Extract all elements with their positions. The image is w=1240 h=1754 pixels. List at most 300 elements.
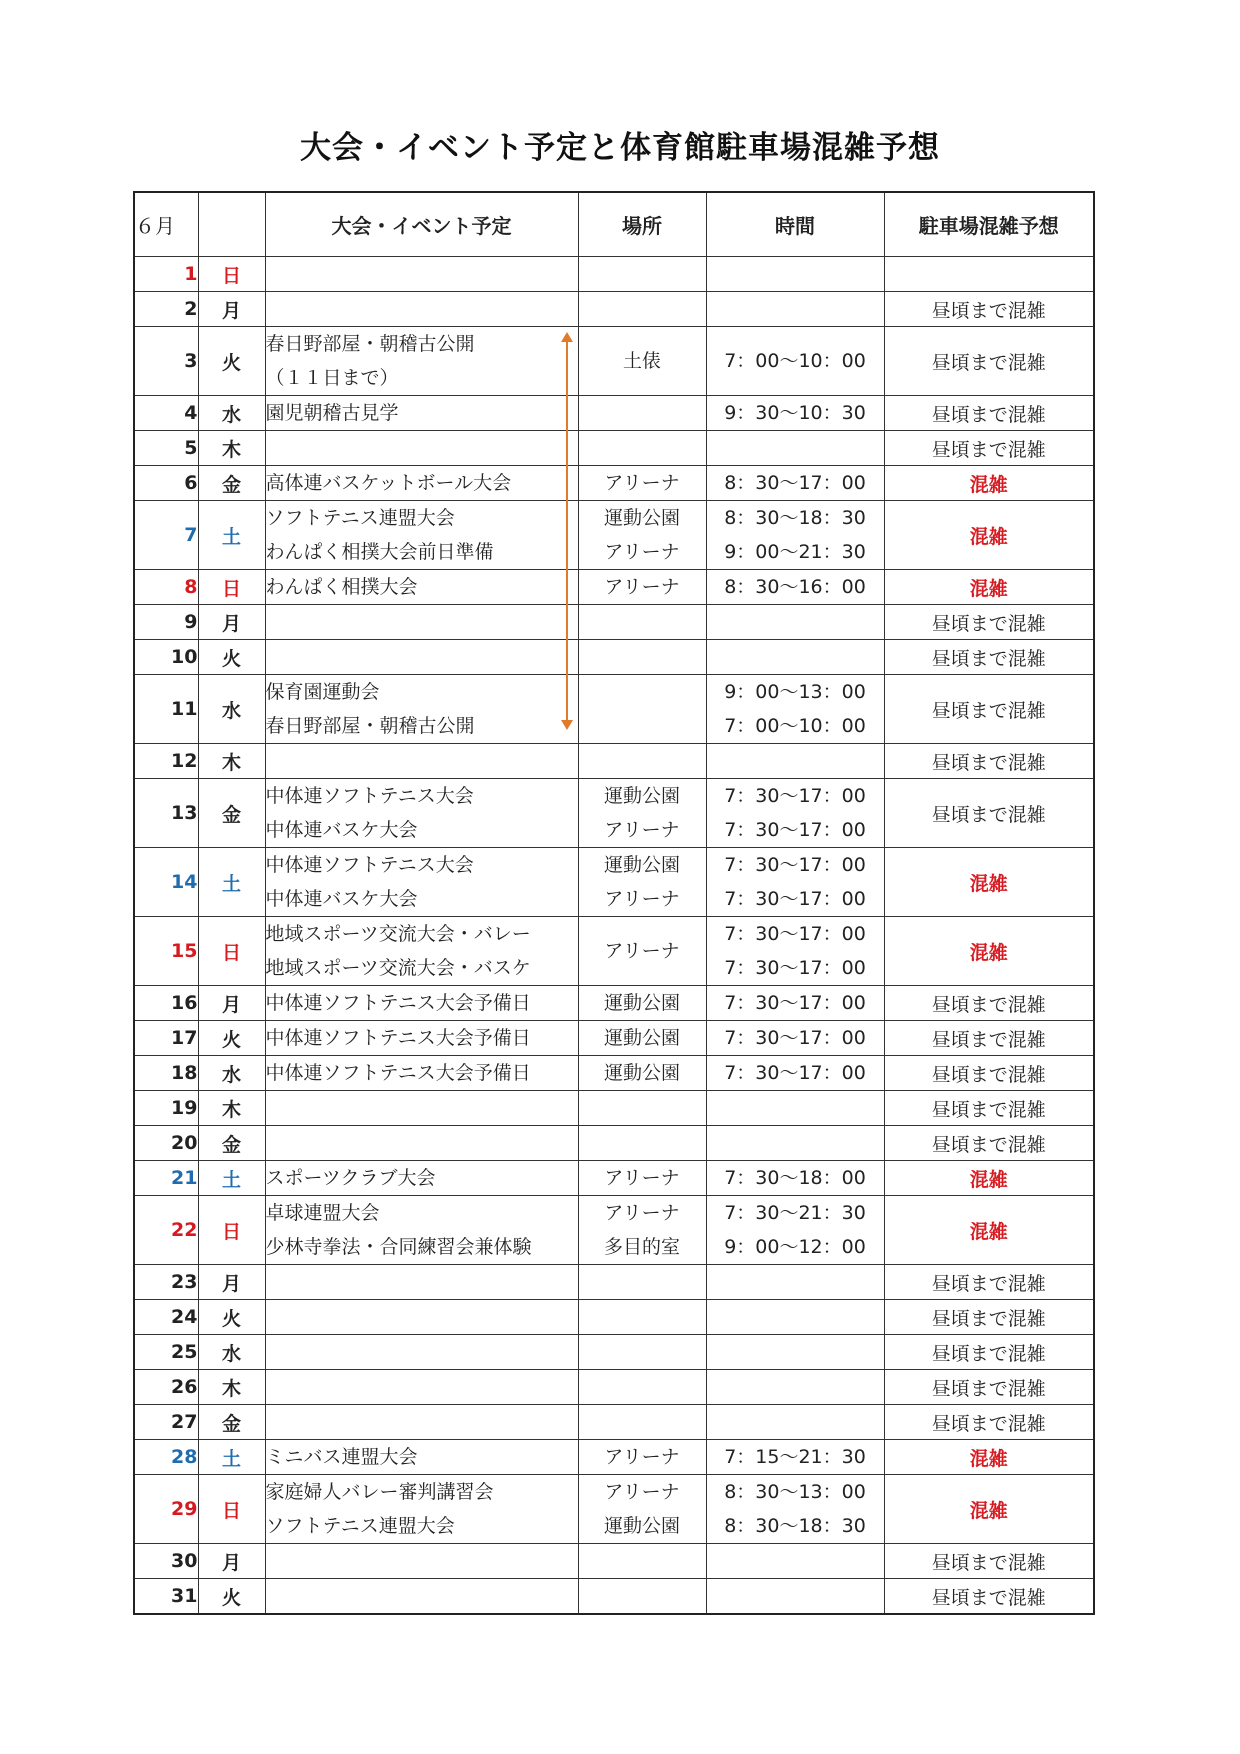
row-time-line xyxy=(707,1091,884,1125)
row-time-line xyxy=(707,1405,884,1439)
row-time xyxy=(706,1544,884,1579)
row-event xyxy=(265,1405,578,1440)
row-time xyxy=(706,257,884,292)
row-event-line xyxy=(266,1126,578,1160)
row-event-line: 園児朝稽古見学 xyxy=(265,402,399,424)
row-event-line xyxy=(266,1091,578,1125)
row-place-line: 多目的室 xyxy=(603,1236,680,1258)
row-time-line: 9：00～12：00 xyxy=(724,1236,866,1258)
header-event: 大会・イベント予定 xyxy=(265,192,578,257)
row-place-line: 運動公園 xyxy=(603,1515,680,1537)
row-event-line xyxy=(266,1335,578,1369)
row-event-line: 春日野部屋・朝稽古公開 xyxy=(265,715,475,737)
row-event xyxy=(265,1370,578,1405)
row-congestion: 昼頃まで混雑 xyxy=(884,640,1094,675)
row-event xyxy=(265,986,578,1021)
row-time-line: 7：30～17：00 xyxy=(724,992,866,1014)
row-weekday: 土 xyxy=(198,1440,265,1475)
row-time-line xyxy=(707,1126,884,1160)
schedule-row xyxy=(134,1196,1094,1265)
row-place-line: 運動公園 xyxy=(603,854,680,876)
row-place xyxy=(578,675,706,744)
row-congestion: 昼頃まで混雑 xyxy=(884,675,1094,744)
row-congestion: 昼頃まで混雑 xyxy=(884,1056,1094,1091)
row-event xyxy=(265,1544,578,1579)
schedule-row xyxy=(134,1056,1094,1091)
row-time xyxy=(706,1475,884,1544)
row-time xyxy=(706,986,884,1021)
row-day: 6 xyxy=(134,466,198,501)
row-day: 17 xyxy=(134,1021,198,1056)
row-time-line: 7：30～17：00 xyxy=(724,957,866,979)
row-time-line xyxy=(707,605,884,639)
duration-arrow-icon xyxy=(560,332,574,730)
row-day: 12 xyxy=(134,744,198,779)
row-weekday: 火 xyxy=(198,1021,265,1056)
row-weekday: 日 xyxy=(198,570,265,605)
row-weekday: 木 xyxy=(198,744,265,779)
row-place-line: アリーナ xyxy=(604,541,680,563)
row-congestion xyxy=(884,257,1094,292)
row-place-line xyxy=(579,1091,706,1125)
row-time-line: 7：00～10：00 xyxy=(724,715,866,737)
row-event-line xyxy=(266,744,578,778)
row-place-line xyxy=(579,744,706,778)
header-month: ６月 xyxy=(134,192,198,257)
schedule-row xyxy=(134,327,1094,396)
row-time-line: 7：30～17：00 xyxy=(724,1027,866,1049)
row-event-line: わんぱく相撲大会前日準備 xyxy=(265,541,494,563)
row-event xyxy=(265,1161,578,1196)
row-place xyxy=(578,1544,706,1579)
row-day: 3 xyxy=(134,327,198,396)
schedule-row xyxy=(134,744,1094,779)
row-congestion: 昼頃まで混雑 xyxy=(884,986,1094,1021)
row-weekday: 火 xyxy=(198,327,265,396)
row-congestion: 混雑 xyxy=(884,848,1094,917)
schedule-row xyxy=(134,396,1094,431)
row-place xyxy=(578,1579,706,1615)
row-event xyxy=(265,1091,578,1126)
row-event-line: ソフトテニス連盟大会 xyxy=(265,1515,455,1537)
row-time-line: 7：30～17：00 xyxy=(724,923,866,945)
row-place xyxy=(578,292,706,327)
row-place-line: アリーナ xyxy=(604,819,680,841)
schedule-row xyxy=(134,1091,1094,1126)
row-time xyxy=(706,1579,884,1615)
row-event-line xyxy=(266,1544,578,1578)
row-day: 19 xyxy=(134,1091,198,1126)
row-day: 31 xyxy=(134,1579,198,1615)
row-time-line: 7：30～17：00 xyxy=(724,854,866,876)
row-congestion: 混雑 xyxy=(884,917,1094,986)
row-time-line: 9：00～13：00 xyxy=(724,681,866,703)
schedule-row xyxy=(134,1126,1094,1161)
row-weekday: 土 xyxy=(198,501,265,570)
row-time-line xyxy=(707,1265,884,1299)
row-place xyxy=(578,431,706,466)
row-congestion: 昼頃まで混雑 xyxy=(884,292,1094,327)
row-day: 23 xyxy=(134,1265,198,1300)
schedule-row xyxy=(134,1265,1094,1300)
row-event xyxy=(265,848,578,917)
row-event xyxy=(265,396,578,431)
row-congestion: 混雑 xyxy=(884,1161,1094,1196)
row-event-line: 中体連バスケ大会 xyxy=(265,888,418,910)
row-day: 27 xyxy=(134,1405,198,1440)
row-time-line xyxy=(707,431,884,465)
row-time xyxy=(706,292,884,327)
row-time-line xyxy=(707,257,884,291)
header-weekday xyxy=(198,192,265,257)
row-place xyxy=(578,986,706,1021)
row-congestion: 昼頃まで混雑 xyxy=(884,1370,1094,1405)
row-day: 25 xyxy=(134,1335,198,1370)
row-event-line: 春日野部屋・朝稽古公開 xyxy=(265,333,475,355)
row-place-line: 土俵 xyxy=(622,350,661,372)
row-place xyxy=(578,1440,706,1475)
header-row xyxy=(134,192,1094,257)
schedule-row xyxy=(134,292,1094,327)
row-place-line: アリーナ xyxy=(604,1167,680,1189)
row-place-line xyxy=(579,1370,706,1404)
row-weekday: 水 xyxy=(198,1056,265,1091)
schedule-row xyxy=(134,1475,1094,1544)
row-weekday: 月 xyxy=(198,605,265,640)
row-event-line xyxy=(266,1405,578,1439)
row-congestion: 昼頃まで混雑 xyxy=(884,744,1094,779)
row-day: 14 xyxy=(134,848,198,917)
row-place xyxy=(578,1370,706,1405)
row-event-line: 中体連ソフトテニス大会予備日 xyxy=(265,1027,531,1049)
row-day: 7 xyxy=(134,501,198,570)
row-place-line xyxy=(579,1579,706,1613)
row-place xyxy=(578,396,706,431)
row-place-line: 運動公園 xyxy=(603,785,680,807)
schedule-row xyxy=(134,257,1094,292)
row-place xyxy=(578,1300,706,1335)
row-time xyxy=(706,1300,884,1335)
row-place-line: 運動公園 xyxy=(603,1027,680,1049)
row-place-line: 運動公園 xyxy=(603,1062,680,1084)
row-congestion: 昼頃まで混雑 xyxy=(884,396,1094,431)
row-time-line: 7：00～10：00 xyxy=(724,350,866,372)
row-place-line: アリーナ xyxy=(604,888,680,910)
row-congestion: 混雑 xyxy=(884,1196,1094,1265)
row-day: 30 xyxy=(134,1544,198,1579)
schedule-row xyxy=(134,675,1094,744)
row-time-line: 9：00～21：30 xyxy=(724,541,866,563)
row-place xyxy=(578,1405,706,1440)
header-time: 時間 xyxy=(706,192,884,257)
row-place-line: アリーナ xyxy=(604,1202,680,1224)
row-event-line: 少林寺拳法・合同練習会兼体験 xyxy=(265,1236,532,1258)
row-event xyxy=(265,292,578,327)
row-place-line: アリーナ xyxy=(604,1481,680,1503)
row-place xyxy=(578,1126,706,1161)
row-weekday: 日 xyxy=(198,917,265,986)
row-place xyxy=(578,466,706,501)
row-place xyxy=(578,570,706,605)
row-event xyxy=(265,1300,578,1335)
row-time xyxy=(706,675,884,744)
row-place xyxy=(578,257,706,292)
row-event xyxy=(265,327,578,396)
row-event xyxy=(265,779,578,848)
schedule-table xyxy=(133,191,1095,1615)
row-place xyxy=(578,1056,706,1091)
schedule-row xyxy=(134,779,1094,848)
row-day: 11 xyxy=(134,675,198,744)
row-time xyxy=(706,1335,884,1370)
row-event-line: ソフトテニス連盟大会 xyxy=(265,507,455,529)
row-weekday: 金 xyxy=(198,466,265,501)
row-weekday: 火 xyxy=(198,640,265,675)
row-time-line xyxy=(707,1335,884,1369)
page-title: 大会・イベント予定と体育館駐車場混雑予想 xyxy=(300,130,940,166)
row-event-line: ミニバス連盟大会 xyxy=(265,1446,418,1468)
row-congestion: 昼頃まで混雑 xyxy=(884,779,1094,848)
row-place xyxy=(578,1021,706,1056)
row-time-line xyxy=(707,1300,884,1334)
row-time xyxy=(706,917,884,986)
row-place-line: アリーナ xyxy=(604,472,680,494)
row-congestion: 昼頃まで混雑 xyxy=(884,1544,1094,1579)
row-place xyxy=(578,640,706,675)
row-weekday: 金 xyxy=(198,1126,265,1161)
row-place xyxy=(578,327,706,396)
header-place: 場所 xyxy=(578,192,706,257)
row-event xyxy=(265,675,578,744)
row-event xyxy=(265,1056,578,1091)
row-day: 21 xyxy=(134,1161,198,1196)
schedule-row xyxy=(134,917,1094,986)
header-congestion: 駐車場混雑予想 xyxy=(884,192,1094,257)
row-place-line: 運動公園 xyxy=(603,992,680,1014)
row-place xyxy=(578,1475,706,1544)
row-weekday: 水 xyxy=(198,396,265,431)
row-place-line xyxy=(579,605,706,639)
row-congestion: 昼頃まで混雑 xyxy=(884,605,1094,640)
row-event-line xyxy=(266,605,578,639)
row-weekday: 日 xyxy=(198,1196,265,1265)
row-time-line: 8：30～13：00 xyxy=(724,1481,866,1503)
row-day: 5 xyxy=(134,431,198,466)
row-event-line xyxy=(266,640,578,674)
row-time-line: 7：30～17：00 xyxy=(724,888,866,910)
row-time xyxy=(706,744,884,779)
row-place xyxy=(578,917,706,986)
schedule-row xyxy=(134,1440,1094,1475)
row-event xyxy=(265,431,578,466)
row-event xyxy=(265,640,578,675)
row-time xyxy=(706,1370,884,1405)
row-time xyxy=(706,779,884,848)
row-place-line xyxy=(579,1265,706,1299)
row-event xyxy=(265,1196,578,1265)
row-congestion: 昼頃まで混雑 xyxy=(884,1126,1094,1161)
row-time xyxy=(706,1056,884,1091)
row-event-line: スポーツクラブ大会 xyxy=(265,1167,436,1189)
schedule-row xyxy=(134,848,1094,917)
row-time-line: 7：30～17：00 xyxy=(724,819,866,841)
row-place-line xyxy=(579,1544,706,1578)
row-event xyxy=(265,501,578,570)
row-time-line: 7：30～18：00 xyxy=(724,1167,866,1189)
schedule-row xyxy=(134,1161,1094,1196)
row-day: 15 xyxy=(134,917,198,986)
row-event-line: 中体連ソフトテニス大会 xyxy=(265,854,474,876)
schedule-row xyxy=(134,1405,1094,1440)
row-weekday: 水 xyxy=(198,1335,265,1370)
row-event-line: 中体連バスケ大会 xyxy=(265,819,418,841)
schedule-body xyxy=(134,257,1094,1615)
row-event-line: 地域スポーツ交流大会・バレー xyxy=(265,923,531,945)
row-event xyxy=(265,1265,578,1300)
row-congestion: 昼頃まで混雑 xyxy=(884,1300,1094,1335)
row-time-line: 8：30～16：00 xyxy=(724,576,866,598)
row-event-line: （１１日まで） xyxy=(265,367,399,389)
row-congestion: 混雑 xyxy=(884,1440,1094,1475)
schedule-row xyxy=(134,466,1094,501)
row-time xyxy=(706,1161,884,1196)
row-event-line: 中体連ソフトテニス大会予備日 xyxy=(265,992,531,1014)
row-weekday: 木 xyxy=(198,431,265,466)
row-place-line: 運動公園 xyxy=(603,507,680,529)
row-day: 22 xyxy=(134,1196,198,1265)
row-day: 8 xyxy=(134,570,198,605)
row-day: 13 xyxy=(134,779,198,848)
schedule-row xyxy=(134,1544,1094,1579)
row-day: 1 xyxy=(134,257,198,292)
schedule-row xyxy=(134,570,1094,605)
row-event xyxy=(265,917,578,986)
row-event xyxy=(265,257,578,292)
row-time-line xyxy=(707,744,884,778)
row-day: 18 xyxy=(134,1056,198,1091)
row-event-line xyxy=(266,431,578,465)
row-day: 2 xyxy=(134,292,198,327)
row-time-line xyxy=(707,1370,884,1404)
row-event xyxy=(265,570,578,605)
row-time-line xyxy=(707,1544,884,1578)
row-place-line xyxy=(579,1300,706,1334)
row-weekday: 火 xyxy=(198,1579,265,1615)
row-event-line: 中体連ソフトテニス大会予備日 xyxy=(265,1062,531,1084)
row-event-line xyxy=(266,1370,578,1404)
row-time xyxy=(706,570,884,605)
row-time-line: 8：30～17：00 xyxy=(724,472,866,494)
row-time xyxy=(706,640,884,675)
row-congestion: 昼頃まで混雑 xyxy=(884,431,1094,466)
row-place xyxy=(578,1196,706,1265)
schedule-row xyxy=(134,605,1094,640)
row-day: 4 xyxy=(134,396,198,431)
row-place-line xyxy=(579,1335,706,1369)
row-time xyxy=(706,605,884,640)
row-time xyxy=(706,1265,884,1300)
row-event xyxy=(265,1579,578,1615)
row-event-line xyxy=(266,1579,578,1613)
row-weekday: 土 xyxy=(198,1161,265,1196)
row-place-line xyxy=(579,640,706,674)
row-day: 20 xyxy=(134,1126,198,1161)
row-place xyxy=(578,848,706,917)
row-weekday: 月 xyxy=(198,1544,265,1579)
row-place xyxy=(578,1161,706,1196)
row-congestion: 昼頃まで混雑 xyxy=(884,1265,1094,1300)
row-place xyxy=(578,1265,706,1300)
row-time xyxy=(706,431,884,466)
row-place-line: アリーナ xyxy=(604,576,680,598)
row-time xyxy=(706,1440,884,1475)
row-weekday: 月 xyxy=(198,292,265,327)
row-event xyxy=(265,1126,578,1161)
row-place xyxy=(578,1335,706,1370)
row-weekday: 日 xyxy=(198,1475,265,1544)
row-place xyxy=(578,744,706,779)
row-time-line: 7：30～21：30 xyxy=(724,1202,866,1224)
schedule-row xyxy=(134,1021,1094,1056)
row-day: 28 xyxy=(134,1440,198,1475)
row-event-line: 家庭婦人バレー審判講習会 xyxy=(265,1481,494,1503)
row-time-line: 8：30～18：30 xyxy=(724,507,866,529)
row-congestion: 昼頃まで混雑 xyxy=(884,327,1094,396)
row-time xyxy=(706,1021,884,1056)
row-place-line xyxy=(579,1126,706,1160)
row-day: 16 xyxy=(134,986,198,1021)
row-place xyxy=(578,779,706,848)
row-weekday: 水 xyxy=(198,675,265,744)
row-event xyxy=(265,1475,578,1544)
row-congestion: 昼頃まで混雑 xyxy=(884,1021,1094,1056)
row-time xyxy=(706,1405,884,1440)
row-congestion: 混雑 xyxy=(884,1475,1094,1544)
row-weekday: 日 xyxy=(198,257,265,292)
row-event-line xyxy=(266,1300,578,1334)
row-congestion: 混雑 xyxy=(884,501,1094,570)
row-event xyxy=(265,1440,578,1475)
row-place-line xyxy=(579,257,706,291)
row-time-line xyxy=(707,292,884,326)
schedule-row xyxy=(134,1579,1094,1615)
row-congestion: 昼頃まで混雑 xyxy=(884,1579,1094,1615)
row-time xyxy=(706,1126,884,1161)
schedule-row xyxy=(134,431,1094,466)
row-place-line xyxy=(579,292,706,326)
row-time xyxy=(706,848,884,917)
row-time-line: 7：30～17：00 xyxy=(724,785,866,807)
row-day: 24 xyxy=(134,1300,198,1335)
row-event-line: 卓球連盟大会 xyxy=(265,1202,380,1224)
row-place-line xyxy=(579,1405,706,1439)
row-time-line: 8：30～18：30 xyxy=(724,1515,866,1537)
schedule-row xyxy=(134,640,1094,675)
schedule-row xyxy=(134,1335,1094,1370)
row-event-line: 高体連バスケットボール大会 xyxy=(265,472,512,494)
row-event xyxy=(265,1021,578,1056)
row-day: 26 xyxy=(134,1370,198,1405)
row-event xyxy=(265,744,578,779)
row-place xyxy=(578,501,706,570)
row-time xyxy=(706,466,884,501)
row-congestion: 昼頃まで混雑 xyxy=(884,1335,1094,1370)
row-place xyxy=(578,605,706,640)
row-weekday: 火 xyxy=(198,1300,265,1335)
row-event xyxy=(265,1335,578,1370)
row-weekday: 金 xyxy=(198,779,265,848)
row-congestion: 昼頃まで混雑 xyxy=(884,1091,1094,1126)
